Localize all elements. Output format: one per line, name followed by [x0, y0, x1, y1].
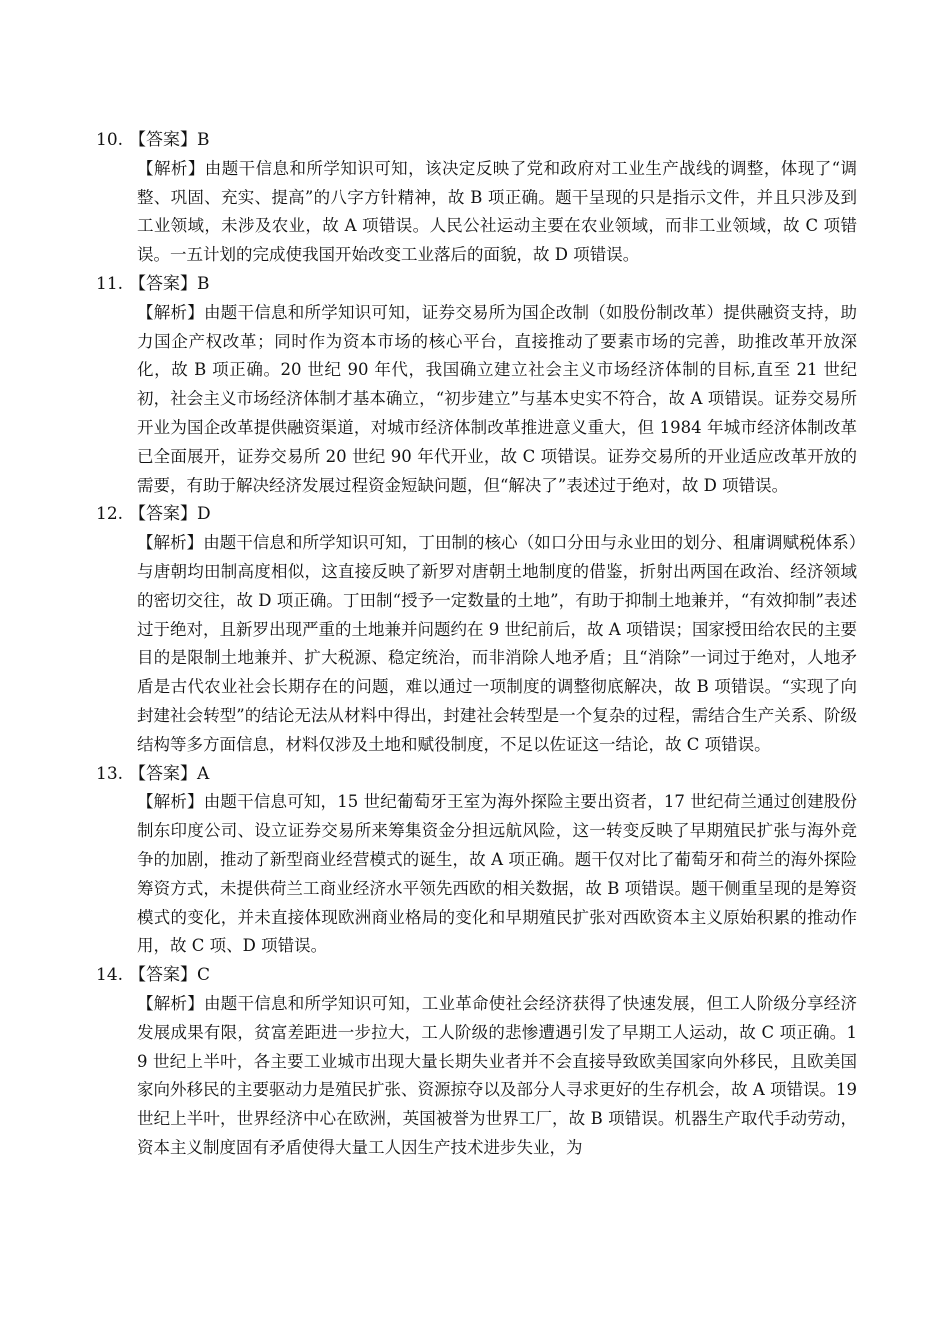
answer-line — [96, 126, 866, 155]
answer-line — [96, 500, 866, 529]
explanation-text: 由题干信息和所学知识可知，证券交易所为国企改制（如股份制改革）提供融资支持，助力国企产权改革；同时作为资本市场的核心平台，直接推动了要素市场的完善，助推改革开放深化，故 B 项正确。20 世纪 90 年代，我国确立建立社会主义市场经济体制的目标,直至 21 世纪初，社会主义市场经济体制才基本确立，“初步建立”与基本史实不符合，故 A 项错误。证券交易所开业为国企改革提供融资渠道，对城市经济体制改革推进意义重大，但 1984 年城市经济体制改革已全面展开，证券交易所 20 世纪 90 年代开业，故 C 项错误。证券交易所的开业适应改革开放的需要，有助于解决经济发展过程资金短缺问题，但“解决了”表述过于绝对，故 D 项错误。 — [137, 302, 857, 495]
question-item-13 — [96, 760, 866, 962]
question-item-10 — [96, 126, 866, 270]
answer-explanations — [96, 126, 866, 1163]
explanation-text: 由题干信息和所学知识可知，丁田制的核心（如口分田与永业田的划分、租庸调赋税体系）与唐朝均田制高度相似，这直接反映了新罗对唐朝土地制度的借鉴，折射出两国在政治、经济领域的密切交往，故 D 项正确。丁田制“授予一定数量的土地”，有助于抑制土地兼并，“有效抑制”表述过于绝对，且新罗出现严重的土地兼并问题约在 9 世纪前后，故 A 项错误；国家授田给农民的主要目的是限制土地兼并、扩大税源、稳定统治，而非消除人地矛盾；且“消除”一词过于绝对，人地矛盾是古代农业社会长期存在的问题，难以通过一项制度的调整彻底解决，故 B 项错误。“实现了向封建社会转型”的结论无法从材料中得出，封建社会转型是一个复杂的过程，需结合生产关系、阶级结构等多方面信息，材料仅涉及土地和赋役制度，不足以佐证这一结论，故 C 项错误。 — [137, 533, 858, 754]
answer-value: A — [197, 763, 210, 784]
explanation-paragraph — [137, 788, 857, 961]
question-item-14 — [96, 961, 866, 1163]
explanation-label: 【解析】 — [137, 792, 204, 812]
answer-value: D — [197, 504, 211, 525]
answer-value: B — [197, 130, 210, 150]
question-number: 12. — [96, 504, 124, 525]
question-item-11 — [96, 270, 866, 500]
question-number: 14. — [96, 965, 124, 986]
answer-line — [96, 961, 866, 990]
explanation-label: 【解析】 — [137, 993, 204, 1013]
answer-value: B — [197, 273, 210, 294]
explanation-paragraph — [137, 529, 857, 759]
question-number: 13. — [96, 763, 124, 784]
answer-label: 【答案】 — [129, 273, 197, 294]
explanation-text: 由题干信息可知，15 世纪葡萄牙王室为海外探险主要出资者，17 世纪荷兰通过创建股份制东印度公司、设立证券交易所来筹集资金分担远航风险，这一转变反映了早期殖民扩张与海外竞争的加剧，推动了新型商业经营模式的诞生，故 A 项正确。题干仅对比了葡萄牙和荷兰的海外探险筹资方式，未提供荷兰工商业经济水平领先西欧的相关数据，故 B 项错误。题干侧重呈现的是筹资模式的变化，并未直接体现欧洲商业格局的变化和早期殖民扩张对西欧资本主义原始积累的推动作用，故 C 项、D 项错误。 — [137, 792, 857, 956]
answer-label: 【答案】 — [129, 130, 197, 150]
explanation-paragraph — [137, 990, 857, 1163]
answer-label: 【答案】 — [129, 504, 197, 525]
question-number: 10. — [96, 130, 124, 150]
question-number: 11. — [96, 273, 124, 294]
answer-line — [96, 270, 866, 299]
explanation-paragraph — [137, 155, 857, 270]
explanation-text: 由题干信息和所学知识可知，该决定反映了党和政府对工业生产战线的调整，体现了“调整、巩固、充实、提高”的八字方针精神，故 B 项正确。题干呈现的只是指示文件，并且只涉及到工业领域，未涉及农业，故 A 项错误。人民公社运动主要在农业领域，而非工业领域，故 C 项错误。一五计划的完成使我国开始改变工业落后的面貌，故 D 项错误。 — [137, 158, 858, 265]
answer-label: 【答案】 — [129, 763, 197, 784]
explanation-label: 【解析】 — [137, 533, 204, 553]
answer-value: C — [197, 965, 211, 986]
question-item-12 — [96, 500, 866, 759]
explanation-paragraph — [137, 299, 857, 501]
answer-label: 【答案】 — [129, 965, 197, 986]
explanation-text: 由题干信息和所学知识可知，工业革命使社会经济获得了快速发展，但工人阶级分享经济发展成果有限，贫富差距进一步拉大，工人阶级的悲惨遭遇引发了早期工人运动，故 C 项正确。19 世纪上半叶，各主要工业城市出现大量长期失业者并不会直接导致欧美国家向外移民，且欧美国家向外移民的主要驱动力是殖民扩张、资源掠夺以及部分人寻求更好的生存机会，故 A 项错误。19 世纪上半叶，世界经济中心在欧洲，英国被誉为世界工厂，故 B 项错误。机器生产取代手动劳动，资本主义制度固有矛盾使得大量工人因生产技术进步失业，为 — [137, 993, 857, 1157]
explanation-label: 【解析】 — [137, 302, 204, 322]
explanation-label: 【解析】 — [137, 158, 205, 178]
answer-line — [96, 760, 866, 789]
